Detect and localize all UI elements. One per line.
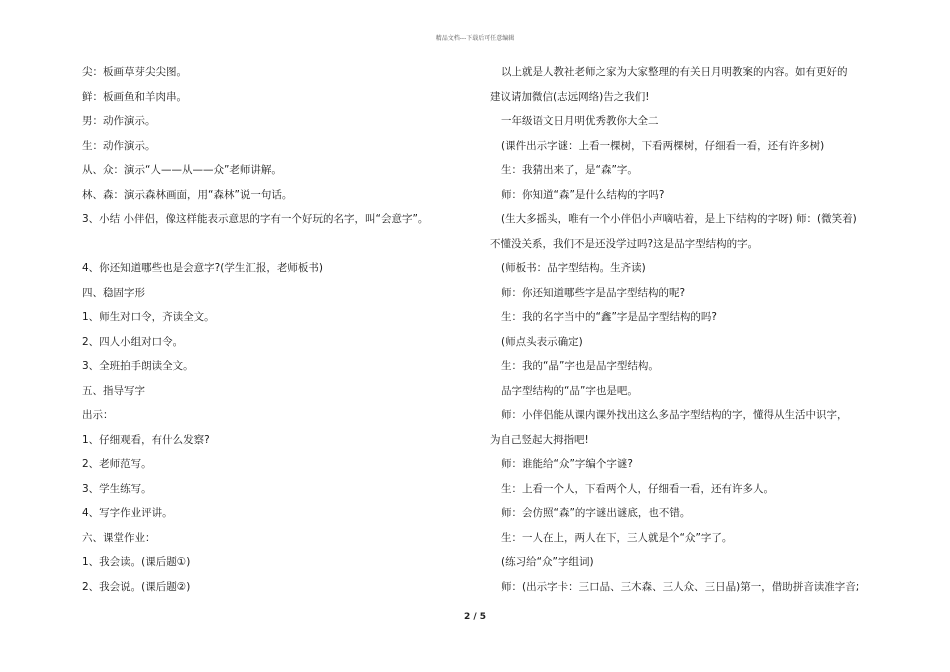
text-line: (生大多摇头，唯有一个小伴侣小声嘀咕着，是上下结构的字呀) 师：(微笑着) [501, 213, 857, 225]
text-line: 从、众：演示“人——从——众”老师讲解。 [82, 164, 282, 176]
text-line: 六、课堂作业： [82, 531, 156, 544]
text-line: 2、四人小组对口令。 [82, 335, 184, 348]
text-line: (练习给“众”字组词) [501, 556, 594, 568]
text-line: 出示： [82, 409, 114, 421]
left-column [82, 60, 472, 599]
page-number: 2 / 5 [463, 612, 487, 622]
text-line: 4、你还知道哪些也是会意字?(学生汇报，老师板书) [82, 262, 323, 274]
text-line: 四、稳固字形 [82, 286, 145, 299]
text-line: 1、仔细观看，有什么发察? [82, 433, 210, 446]
text-line: 尖：板画草芽尖尖图。 [82, 66, 187, 78]
text-line: 鲜：板画鱼和羊肉串。 [82, 90, 187, 103]
text-line: 师：(出示字卡：三口品、三木森、三人众、三日晶)第一，借助拼音读准字音; [501, 580, 860, 593]
text-line: 不懂没关系，我们不是还没学过吗?这是品字型结构的字。 [490, 237, 759, 250]
text-line: 建议请加微信(志远网络)告之我们! [490, 90, 650, 103]
text-line: (师点头表示确定) [501, 335, 583, 348]
text-line: 1、我会读。(课后题①) [82, 556, 191, 568]
text-line: (课件出示字谜：上看一棵树，下看两棵树，仔细看一看，还有许多树) [501, 139, 825, 152]
text-line: 师：谁能给“众”字编个字谜? [501, 458, 633, 470]
text-line: 五、指导写字 [82, 384, 145, 397]
text-line: 师：你还知道哪些字是品字型结构的呢? [501, 286, 686, 299]
right-column [490, 60, 890, 599]
text-line: 一年级语文日月明优秀教你大全二 [501, 115, 659, 127]
text-line: 师：你知道“森”是什么结构的字吗? [501, 188, 665, 201]
text-line: 林、森：演示森林画面，用“森林”说一句话。 [82, 188, 293, 201]
text-line: 师：会仿照“森”的字谜出谜底，也不错。 [501, 507, 691, 519]
text-line: 品字型结构的“品”字也是吧。 [501, 384, 638, 397]
text-line: 2、老师范写。 [82, 458, 152, 470]
text-line: 以上就是人教社老师之家为大家整理的有关日月明教案的内容。如有更好的 [501, 66, 848, 78]
page-header: 精品文档---下载后可任意编辑 [435, 35, 515, 42]
text-line: 3、全班拍手朗读全文。 [82, 360, 194, 372]
text-line: 4、写字作业评讲。 [82, 507, 173, 519]
text-line: 生：我猜出来了，是“森”字。 [501, 164, 638, 176]
text-line: 1、师生对口令，齐读全文。 [82, 311, 215, 323]
text-line: 2、我会说。(课后题②) [82, 580, 191, 593]
text-line: 生：上看一个人，下看两个人，仔细看一看，还有许多人。 [501, 482, 774, 495]
text-line: 男：动作演示。 [82, 115, 156, 127]
text-line: 3、学生练写。 [82, 482, 152, 495]
blank-line [82, 232, 472, 257]
text-line: 3、小结 小伴侣，像这样能表示意思的字有一个好玩的名字，叫“会意字”。 [82, 213, 429, 225]
text-line: 生：我的“晶”字也是品字型结构。 [501, 360, 659, 372]
text-line: 生：动作演示。 [82, 139, 156, 152]
text-line: (师板书：品字型结构。生齐读) [501, 262, 646, 274]
text-line: 生：一人在上，两人在下，三人就是个“众”字了。 [501, 531, 733, 544]
text-line: 师：小伴侣能从课内课外找出这么多品字型结构的字，懂得从生活中识字， [501, 409, 848, 421]
text-line: 为自己竖起大拇指吧! [490, 433, 589, 446]
text-line: 生：我的名字当中的“鑫”字是品字型结构的吗? [501, 311, 717, 323]
